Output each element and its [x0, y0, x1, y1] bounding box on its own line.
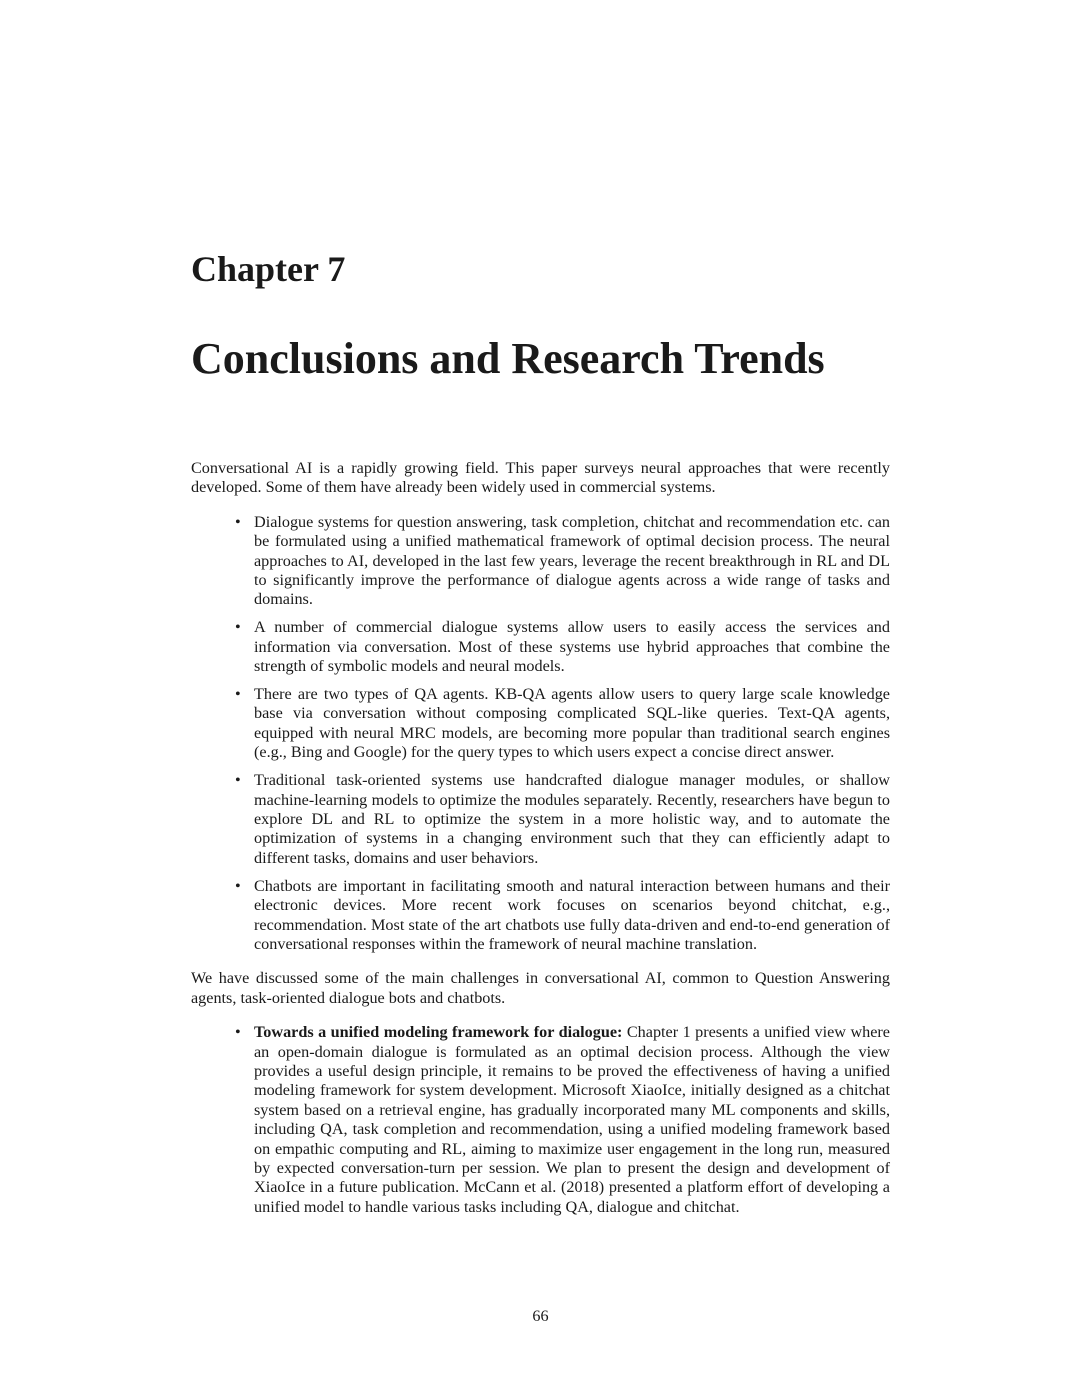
- page-number: 66: [532, 1307, 549, 1325]
- list-item: [235, 1023, 890, 1217]
- intro-paragraph: Conversational AI is a rapidly growing field. This paper surveys neural approaches that were recently developed. Some of them have already been widely used in commercial systems.: [191, 459, 890, 497]
- list-item-text: There are two types of QA agents. KB-QA agents allow users to query large scale knowledge base via conversation without composing complicated SQL-like queries. Text-QA agents, equipped with neural MRC models, are becoming more popular than traditional search engines (e.g., Bing and Google) for the query types to which users expect a concise direct answer.: [254, 685, 890, 762]
- bullet-icon: •: [235, 618, 241, 637]
- bullet-icon: •: [235, 771, 241, 790]
- list-item: [235, 685, 890, 763]
- list-item-text: Dialogue systems for question answering, task completion, chitchat and recommendation etc. can be formulated using a unified mathematical framework of optimal decision process. The neural approaches to AI, developed in the last few years, leverage the recent breakthrough in RL and DL to significantly improve the performance of dialogue agents across a wide range of tasks and domains.: [254, 512, 890, 609]
- challenges-list: [191, 1023, 890, 1217]
- challenge-text: Chapter 1 presents a unified view where an open-domain dialogue is formulated as an optimal decision process. Although the view provides a useful design principle, it remains to be proved the effectiveness of having a unified modeling framework for system development. Microsoft XiaoIce, initially designed as a chitchat system based on a retrieval engine, has gradually incorporated many ML components and skills, including QA, task completion and recommendation, using a unified modeling framework based on empathic computing and RL, aiming to maximize user engagement in the long run, measured by expected conversation-turn per session. We plan to present the design and development of XiaoIce in a future publication. McCann et al. (2018) presented a platform effort of developing a unified model to handle various tasks including QA, dialogue and chitchat.: [254, 1023, 890, 1216]
- list-item-text: Traditional task-oriented systems use handcrafted dialogue manager modules, or shallow machine-learning models to optimize the modules separately. Recently, researchers have begun to explore DL and RL to optimize the system in a more holistic way, and to automate the optimization of systems in a changing environment such that they can efficiently adapt to different tasks, domains and user behaviors.: [254, 771, 890, 867]
- chapter-title: Conclusions and Research Trends: [191, 334, 825, 383]
- body-text: [191, 459, 890, 1232]
- bullet-icon: •: [235, 1023, 241, 1042]
- list-item: [235, 771, 890, 868]
- bullet-icon: •: [235, 876, 241, 895]
- list-item-text: A number of commercial dialogue systems allow users to easily access the services and information via conversation. Most of these systems use hybrid approaches that combine the strength of symbolic models and neural models.: [254, 618, 890, 676]
- bullet-icon: •: [235, 512, 241, 531]
- list-item: [235, 876, 890, 955]
- summary-list: [191, 513, 890, 955]
- list-item: [235, 512, 890, 610]
- chapter-label: Chapter 7: [191, 249, 346, 289]
- challenges-paragraph: We have discussed some of the main challenges in conversational AI, common to Question Answering agents, task-oriented dialogue bots and chatbots.: [191, 969, 890, 1007]
- list-item-text: Chatbots are important in facilitating smooth and natural interaction between humans and their electronic devices. More recent work focuses on scenarios beyond chitchat, e.g., recommendation. Most state of the art chatbots use fully data-driven and end-to-end generation of conversational responses within the framework of neural machine translation.: [254, 876, 890, 953]
- bullet-icon: •: [235, 685, 241, 704]
- list-item: [235, 618, 890, 676]
- challenge-heading: Towards a unified modeling framework for dialogue:: [254, 1023, 623, 1042]
